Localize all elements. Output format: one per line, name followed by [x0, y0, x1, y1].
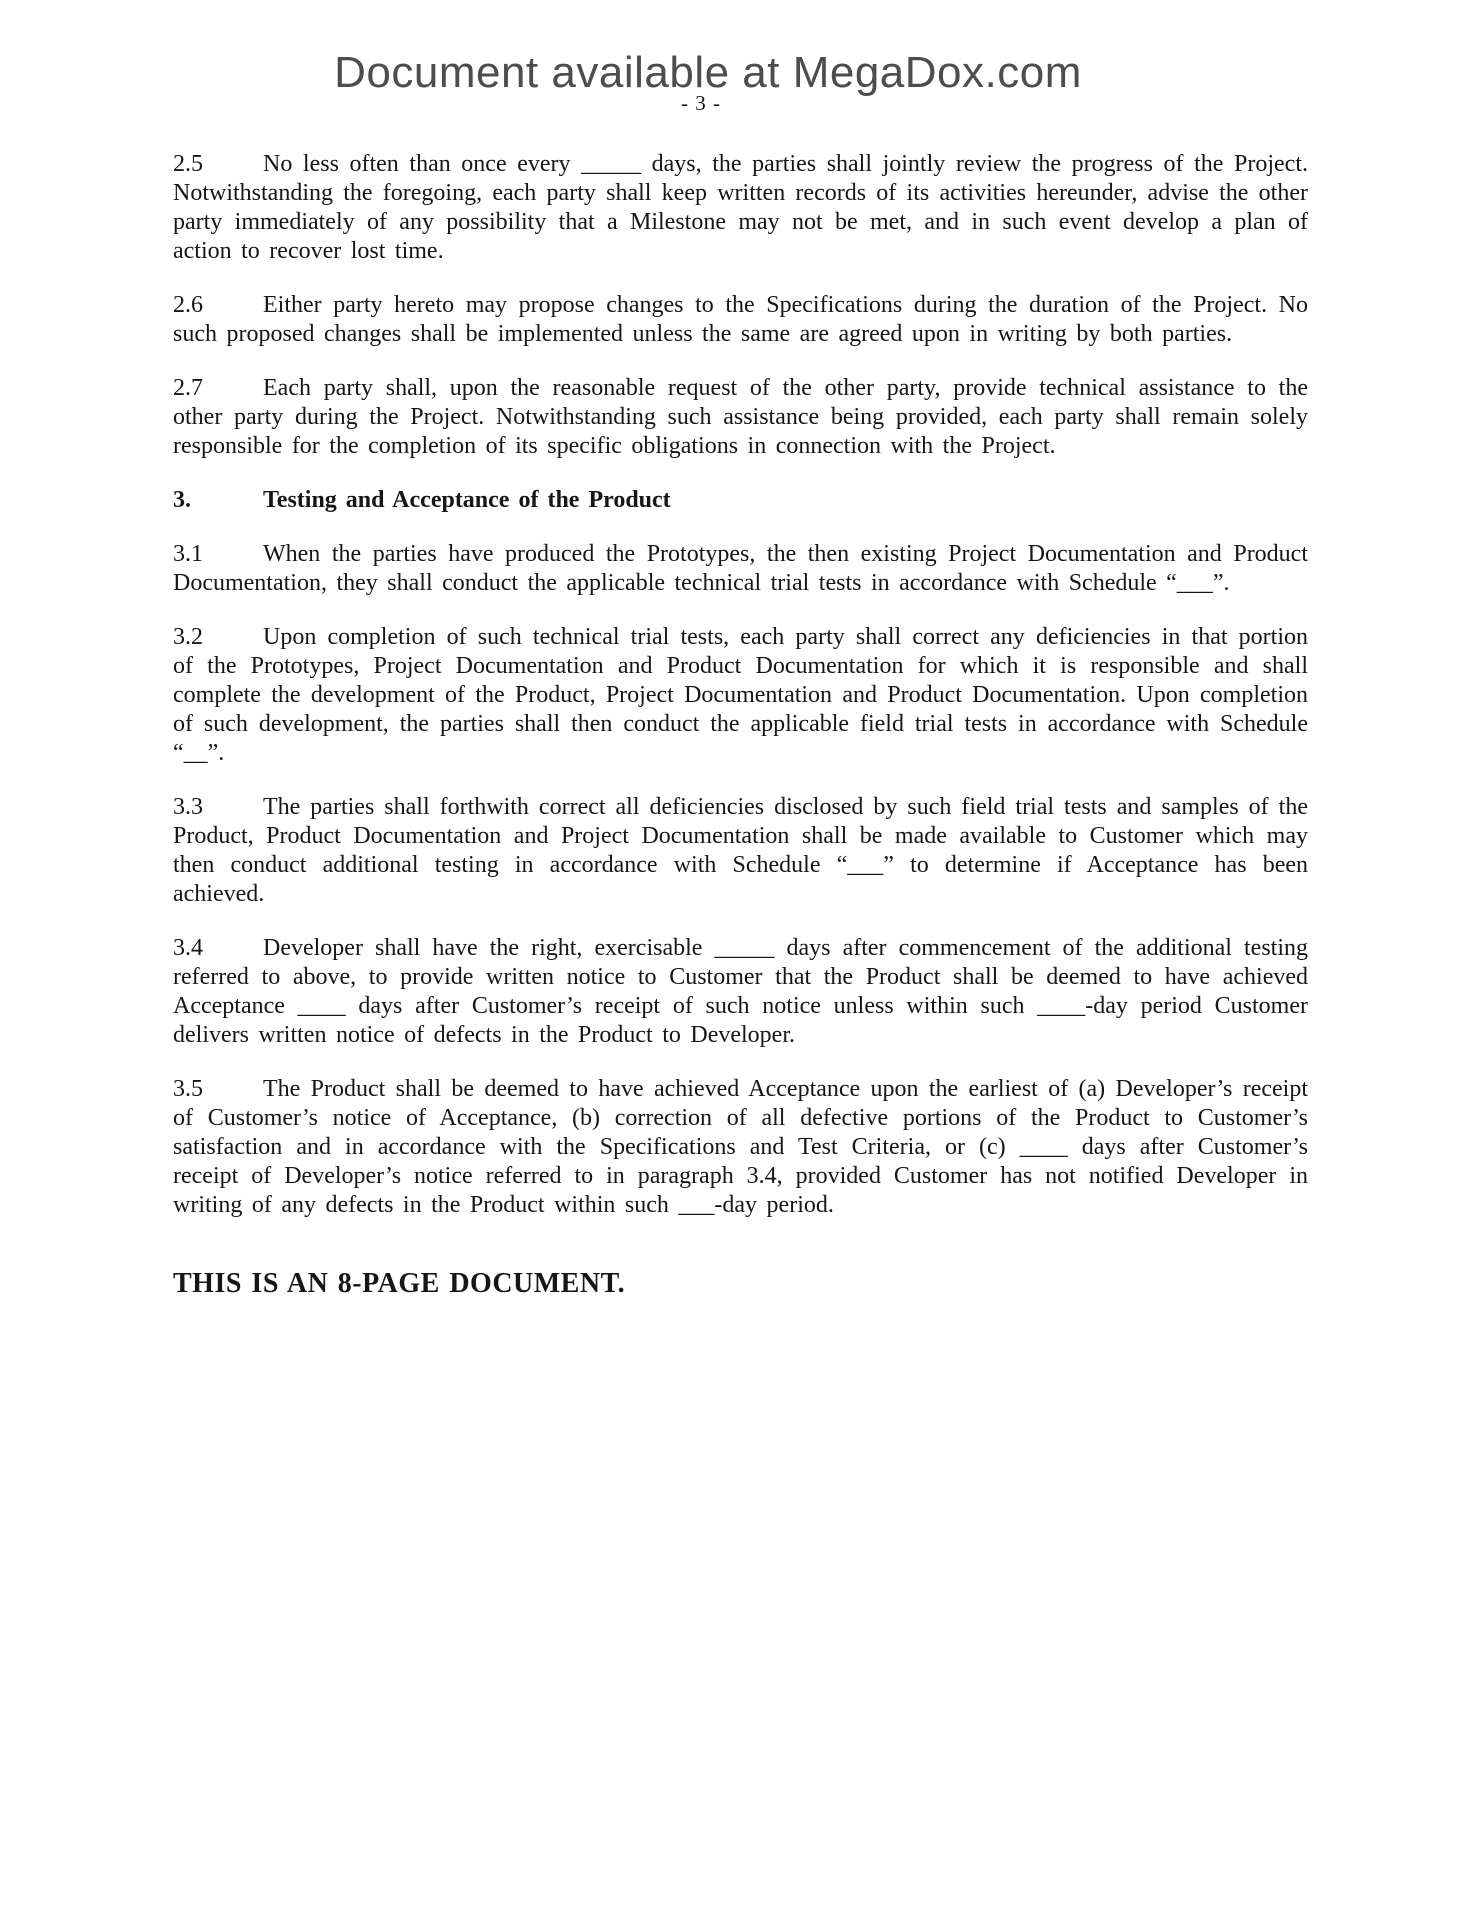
clause-text: Upon completion of such technical trial tests, each party shall correct any deficiencies in that portion of the Prototypes, Project Documentation and Product Documentation for which it is responsible and shall complete the development of the Product, Project Documentation and Product Documentation. Upon completion of such development, the parties shall then conduct the applicable field trial tests in accordance with Schedule “__”. [173, 624, 1308, 766]
page-number: - 3 - [681, 91, 721, 115]
clause-3-5 [173, 1075, 1308, 1220]
clause-text: Each party shall, upon the reasonable request of the other party, provide technical assistance to the other party during the Project. Notwithstanding such assistance being provided, each party shall remain solely responsible for the completion of its specific obligations in connection with the Project. [173, 375, 1308, 459]
clause-3-1 [173, 540, 1308, 598]
clause-number: 2.7 [173, 375, 203, 401]
clause-3-2 [173, 623, 1308, 768]
clause-number: 3.2 [173, 624, 203, 650]
section-3-heading [173, 486, 1308, 515]
clause-text: No less often than once every _____ days, the parties shall jointly review the progress of the Project. Notwithstanding the foregoing, each party shall keep written records of its activities hereunder, advise the other party immediately of any possibility that a Milestone may not be met, and in such event develop a plan of action to recover lost time. [173, 151, 1308, 264]
clause-3-3 [173, 793, 1308, 909]
clause-3-4 [173, 934, 1308, 1050]
clause-text: The parties shall forthwith correct all deficiencies disclosed by such field trial tests and samples of the Product, Product Documentation and Project Documentation shall be made available to Customer which may then conduct additional testing in accordance with Schedule “___” to determine if Acceptance has been achieved. [173, 794, 1308, 907]
document-body [173, 150, 1308, 1301]
watermark-header: Document available at MegaDox.com [334, 48, 1082, 97]
clause-number: 3.3 [173, 794, 203, 820]
clause-number: 3.4 [173, 935, 203, 961]
clause-number: 2.5 [173, 151, 203, 177]
clause-text: The Product shall be deemed to have achieved Acceptance upon the earliest of (a) Developer’s receipt of Customer’s notice of Acceptance, (b) correction of all defective portions of the Product to Customer’s satisfaction and in accordance with the Specifications and Test Criteria, or (c) ____ days after Customer’s receipt of Developer’s notice referred to in paragraph 3.4, provided Customer has not notified Developer in writing of any defects in the Product within such ___-day period. [173, 1076, 1308, 1218]
section-number: 3. [173, 487, 191, 513]
clause-2-7 [173, 374, 1308, 461]
clause-number: 3.1 [173, 541, 203, 567]
clause-text: Developer shall have the right, exercisable _____ days after commencement of the additional testing referred to above, to provide written notice to Customer that the Product shall be deemed to have achieved Acceptance ____ days after Customer’s receipt of such notice unless within such ____-day period Customer delivers written notice of defects in the Product to Developer. [173, 935, 1308, 1048]
clause-2-5 [173, 150, 1308, 266]
clause-2-6 [173, 291, 1308, 349]
clause-text: Either party hereto may propose changes to the Specifications during the duration of the Project. No such proposed changes shall be implemented unless the same are agreed upon in writing by both parties. [173, 292, 1308, 347]
clause-number: 2.6 [173, 292, 203, 318]
closing-notice: THIS IS AN 8-PAGE DOCUMENT. [173, 1268, 626, 1299]
clause-text: When the parties have produced the Prototypes, the then existing Project Documentation and Product Documentation, they shall conduct the applicable technical trial tests in accordance with Schedule “___”. [173, 541, 1308, 596]
clause-number: 3.5 [173, 1076, 203, 1102]
section-title: Testing and Acceptance of the Product [263, 487, 671, 513]
